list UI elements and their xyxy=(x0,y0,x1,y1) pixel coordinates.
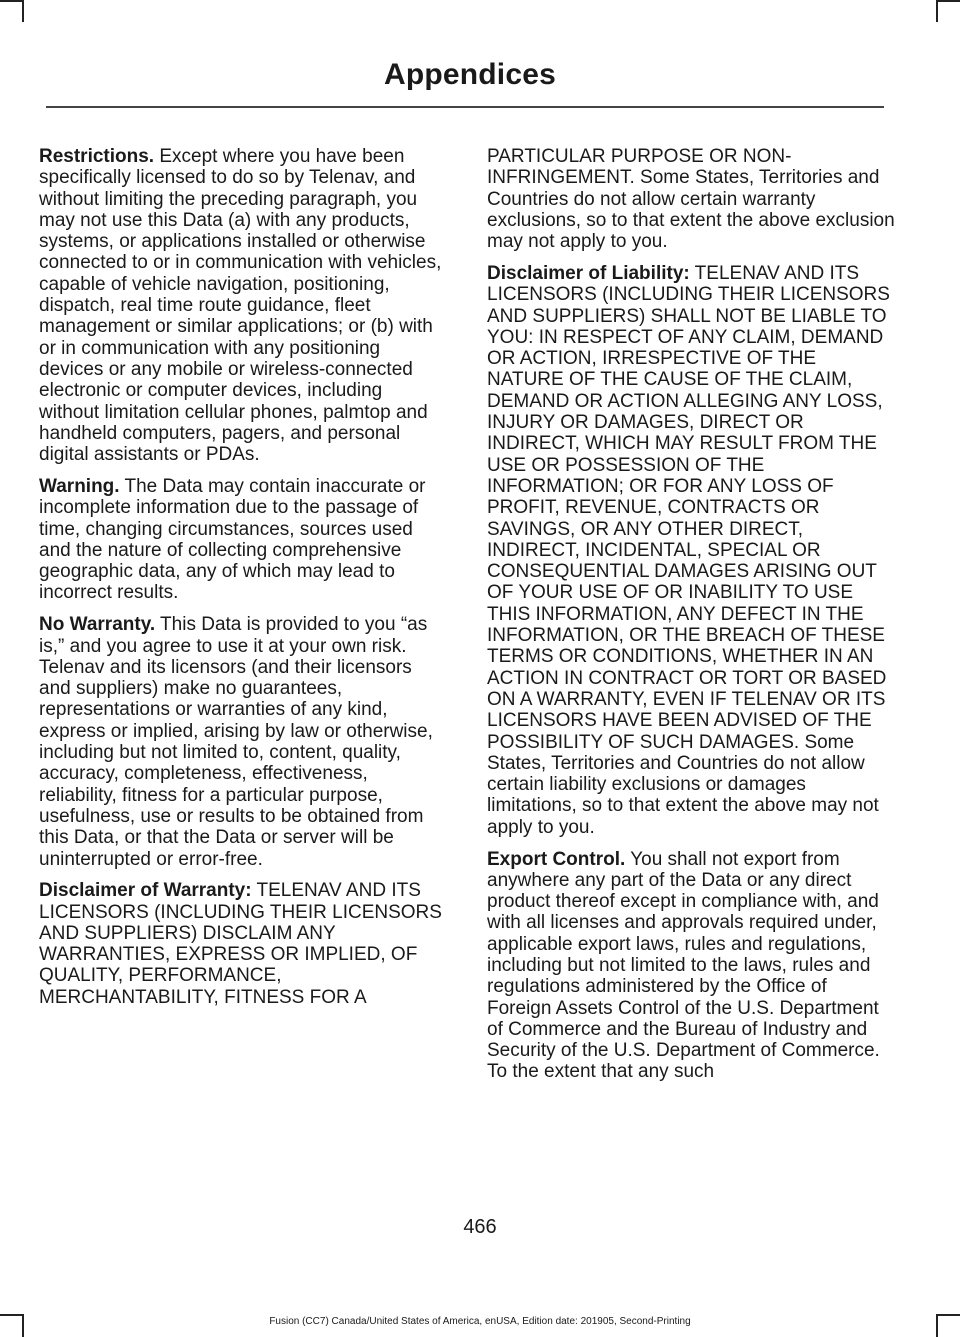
paragraph-text: Except where you have been specifically licensed to do so by Telenav, and without limiting the preceding paragraph, you may not use this Data (a) with any products, systems, or applications installed or otherwise connected to or in communication with vehicles, capable of vehicle navigation, positioning, dispatch, real time route guidance, fleet management or similar applications; or (b) with or in communication with any positioning devices or any mobile or wireless-connected electronic or computer devices, including without limitation cellular phones, palmtop and handheld computers, pagers, and personal digital assistants or PDAs. xyxy=(39,146,442,466)
paragraph-heading: No Warranty. xyxy=(39,614,156,636)
header-rule xyxy=(46,106,884,108)
paragraph-text: You shall not export from anywhere any part of the Data or any direct product thereof except in compliance with, and with all licenses and approvals required under, applicable export laws, rules and regulations, including but not limited to the laws, rules and regulations administered by the Office of Foreign Assets Control of the U.S. Department of Commerce and the Bureau of Industry and Security of the U.S. Department of Commerce. To the extent that any such xyxy=(487,848,880,1083)
paragraph-restrictions xyxy=(39,146,447,465)
page-title: Appendices xyxy=(383,58,556,91)
crop-mark-top-left xyxy=(0,0,22,2)
paragraph-disclaimer-of-liability xyxy=(487,263,895,838)
paragraph-continued xyxy=(487,146,895,252)
paragraph-heading: Disclaimer of Warranty: xyxy=(39,880,252,902)
paragraph-text: This Data is provided to you “as is,” and you agree to use it at your own risk. Telenav and its licensors (and their licensors and suppliers) make no guarantees, representations or warranties of any kind, express or implied, arising by law or otherwise, including but not limited to, content, quality, accuracy, completeness, effectiveness, reliability, fitness for a particular purpose, usefulness, use or results to be obtained from this Data, or that the Data or server will be uninterrupted or error-free. xyxy=(39,614,433,870)
crop-mark-top-left xyxy=(22,0,24,22)
left-column xyxy=(39,146,447,1019)
crop-mark-top-right xyxy=(936,0,938,22)
paragraph-heading: Disclaimer of Liability: xyxy=(487,262,690,284)
paragraph-text: TELENAV AND ITS LICENSORS (INCLUDING THEIR LICENSORS AND SUPPLIERS) DISCLAIM ANY WARRANTIES, EXPRESS OR IMPLIED, OF QUALITY, PERFORMANCE, MERCHANTABILITY, FITNESS FOR A xyxy=(39,880,442,1008)
paragraph-text: PARTICULAR PURPOSE OR NON-INFRINGEMENT. Some States, Territories and Countries do not allow certain warranty exclusions, so to that extent the above exclusion may not apply to you. xyxy=(487,146,895,253)
crop-mark-top-right xyxy=(938,0,960,2)
paragraph-no-warranty xyxy=(39,614,447,870)
right-column xyxy=(487,146,895,1093)
page-number: 466 xyxy=(463,1216,497,1238)
paragraph-warning xyxy=(39,476,447,604)
paragraph-text: The Data may contain inaccurate or incomplete information due to the passage of time, changing circumstances, sources used and the nature of collecting comprehensive geographic data, any of which may lead to incorrect results. xyxy=(39,475,426,604)
paragraph-export-control xyxy=(487,849,895,1083)
paragraph-heading: Warning. xyxy=(39,475,120,497)
paragraph-heading: Export Control. xyxy=(487,848,626,870)
footer-edition-text: Fusion (CC7) Canada/United States of America, enUSA, Edition date: 201905, Second-Printing xyxy=(269,1316,691,1327)
paragraph-text: TELENAV AND ITS LICENSORS (INCLUDING THEIR LICENSORS AND SUPPLIERS) SHALL NOT BE LIABLE TO YOU: IN RESPECT OF ANY CLAIM, DEMAND OR ACTION, IRRESPECTIVE OF THE NATURE OF THE CAUSE OF THE CLAIM, DEMAND OR ACTION ALLEGING ANY LOSS, INJURY OR DAMAGES, DIRECT OR INDIRECT, WHICH MAY RESULT FROM THE USE OR POSSESSION OF THE INFORMATION; OR FOR ANY LOSS OF PROFIT, REVENUE, CONTRACTS OR SAVINGS, OR ANY OTHER DIRECT, INDIRECT, INCIDENTAL, SPECIAL OR CONSEQUENTIAL DAMAGES ARISING OUT OF YOUR USE OF OR INABILITY TO USE THIS INFORMATION, ANY DEFECT IN THE INFORMATION, OR THE BREACH OF THESE TERMS OR CONDITIONS, WHETHER IN AN ACTION IN CONTRACT OR TORT OR BASED ON A WARRANTY, EVEN IF TELENAV OR ITS LICENSORS HAVE BEEN ADVISED OF THE POSSIBILITY OF SUCH DAMAGES. Some States, Territories and Countries do not allow certain liability exclusions or damages limitations, so to that extent the above may not apply to you. xyxy=(487,262,890,838)
paragraph-heading: Restrictions. xyxy=(39,146,155,167)
paragraph-disclaimer-of-warranty xyxy=(39,880,447,1008)
